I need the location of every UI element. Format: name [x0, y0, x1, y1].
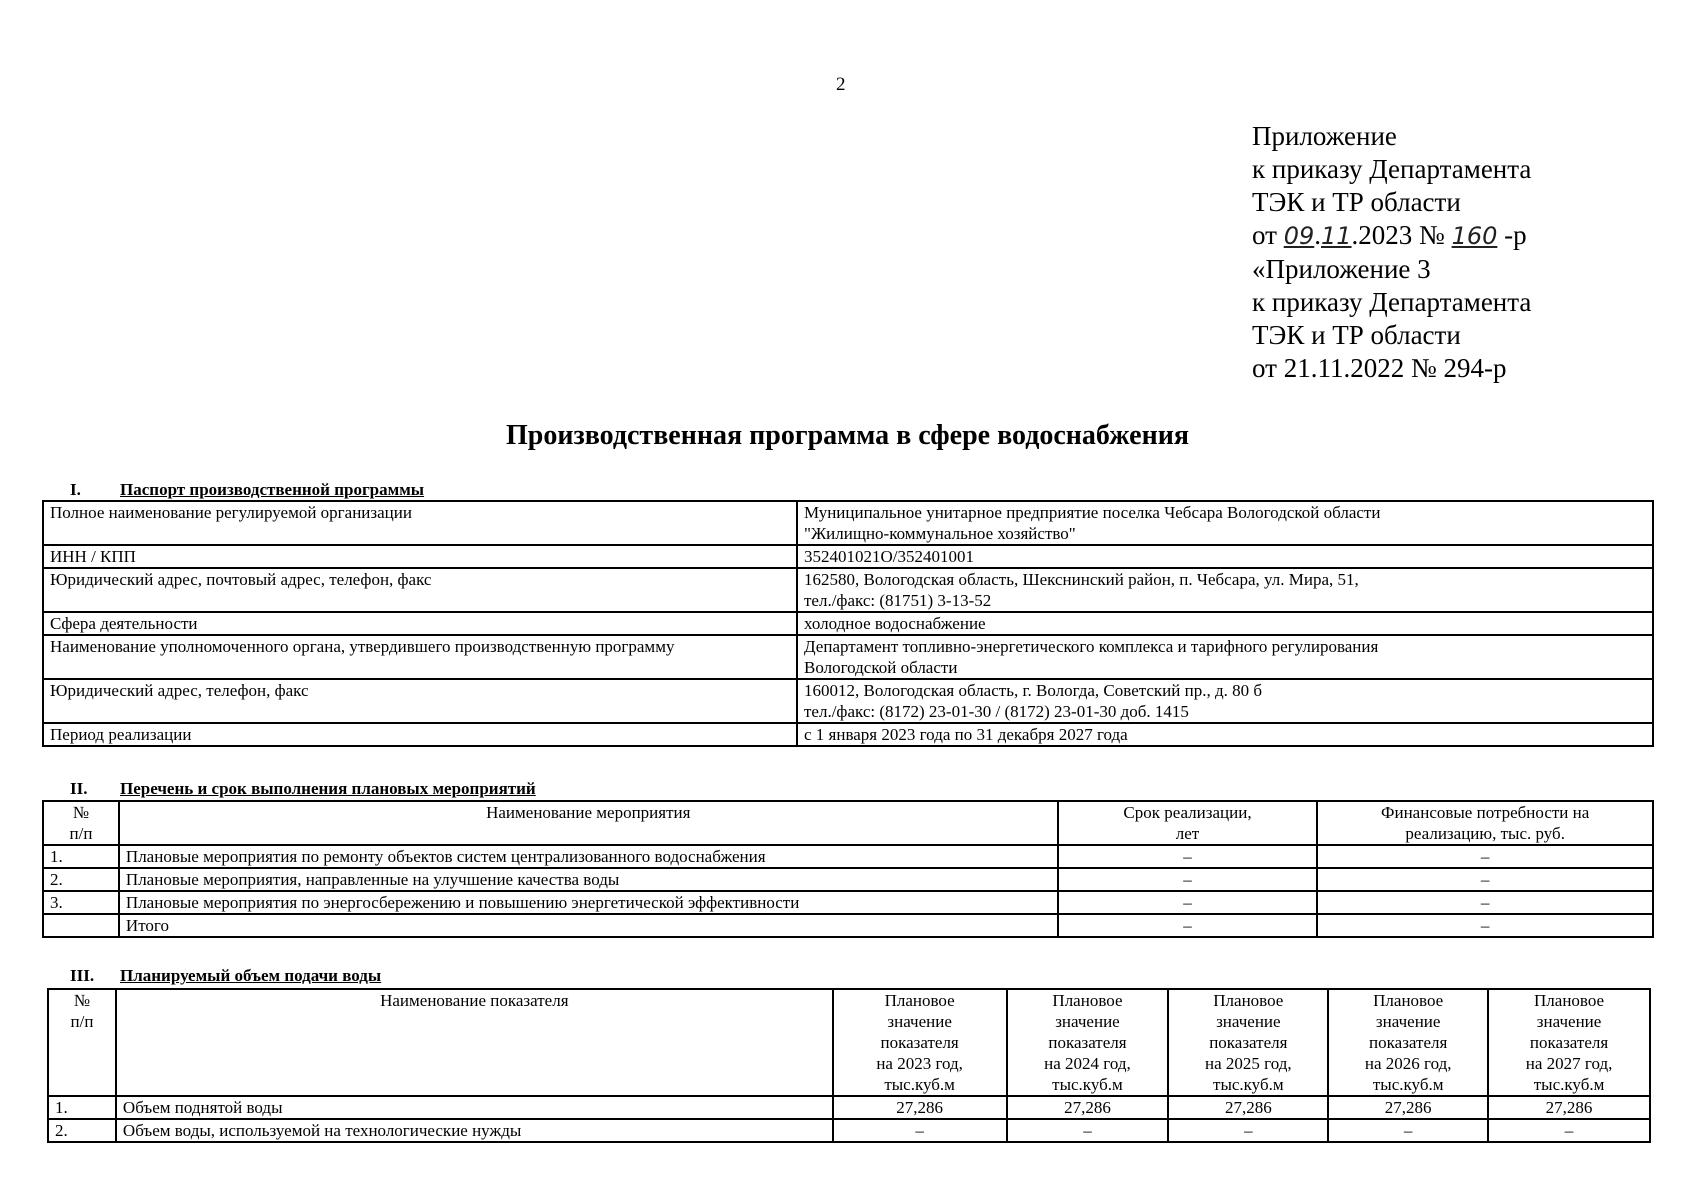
row-number: 2. [48, 1119, 116, 1142]
cell-line: Муниципальное унитарное предприятие поселка Чебсара Вологодской области [804, 503, 1381, 522]
cell-line: тыс.куб.м [1213, 1075, 1284, 1094]
appendix-line: ТЭК и ТР области [1252, 187, 1461, 217]
indicator-value: 27,286 [833, 1096, 1007, 1119]
cell-line: Плановое [1373, 991, 1444, 1010]
activity-term: – [1058, 845, 1318, 868]
indicator-value: 27,286 [1328, 1096, 1488, 1119]
cell-line: на 2027 год, [1525, 1054, 1613, 1073]
cell-line: Плановое [1213, 991, 1284, 1010]
order-prefix: от [1252, 220, 1284, 250]
passport-label: Юридический адрес, телефон, факс [43, 679, 797, 723]
cell-line: тыс.куб.м [1052, 1075, 1123, 1094]
table-row [48, 1096, 1650, 1119]
passport-value [797, 679, 1653, 723]
indicator-value: 27,286 [1007, 1096, 1169, 1119]
cell-line: тел./факс: (81751) 3-13-52 [804, 591, 992, 610]
order-suffix: -р [1497, 220, 1527, 250]
activity-finance: – [1317, 891, 1653, 914]
appendix-block [1252, 120, 1531, 385]
order-month: 11 [1321, 222, 1352, 250]
table-row [43, 891, 1653, 914]
cell-line: показателя [1529, 1033, 1609, 1052]
document-title: Производственная программа в сфере водоснабжения [505, 420, 1190, 451]
cell-line: 160012, Вологодская область, г. Вологда, Советский пр., д. 80 б [804, 681, 1263, 700]
header-cell: № п/п [43, 801, 119, 845]
passport-label: ИНН / КПП [43, 545, 797, 568]
cell-line: тыс.куб.м [884, 1075, 955, 1094]
cell-line: значение [1375, 1012, 1441, 1031]
table-header-row [48, 989, 1650, 1096]
cell-line: тыс.куб.м [1372, 1075, 1444, 1094]
appendix-line: «Приложение 3 [1252, 254, 1431, 284]
indicator-value: – [1007, 1119, 1169, 1142]
section-number: I. [70, 480, 81, 499]
cell-line: на 2025 год, [1205, 1054, 1292, 1073]
cell-line: Плановое [1052, 991, 1123, 1010]
indicator-value: – [1488, 1119, 1650, 1142]
activity-finance: – [1317, 914, 1653, 937]
cell-line: на 2023 год, [876, 1054, 963, 1073]
table-row [43, 914, 1653, 937]
header-cell: Срок реализации, лет [1058, 801, 1318, 845]
table-row [43, 723, 1653, 746]
cell-line: Вологодской области [804, 658, 958, 677]
section-title: Планируемый объем подачи воды [120, 966, 382, 985]
indicator-value: – [1328, 1119, 1488, 1142]
cell-line: Плановое [884, 991, 955, 1010]
cell-line: показателя [1369, 1033, 1448, 1052]
page-number: 2 [836, 74, 846, 95]
indicator-name: Объем поднятой воды [116, 1096, 833, 1119]
cell-line: значение [1055, 1012, 1120, 1031]
passport-table [42, 500, 1654, 747]
passport-label: Наименование уполномоченного органа, утвердившего производственную программу [43, 635, 797, 679]
passport-value [797, 723, 1653, 746]
cell-line: тыс.куб.м [1533, 1075, 1605, 1094]
section-title: Перечень и срок выполнения плановых мероприятий [120, 779, 536, 798]
indicator-value: – [833, 1119, 1007, 1142]
order-year: .2023 № [1351, 220, 1452, 250]
cell-line: тел./факс: (8172) 23-01-30 / (8172) 23-01-30 доб. 1415 [804, 702, 1189, 721]
cell-line: с 1 января 2023 года по 31 декабря 2027 года [804, 725, 1128, 744]
passport-value [797, 568, 1653, 612]
appendix-line: Приложение [1252, 121, 1397, 151]
row-number: 3. [43, 891, 119, 914]
year-header-cell [1007, 989, 1169, 1096]
indicator-value: 27,286 [1488, 1096, 1650, 1119]
appendix-line: к приказу Департамента [1252, 287, 1532, 317]
header-cell: Наименование мероприятия [119, 801, 1058, 845]
activity-name: Плановые мероприятия по энергосбережению и повышению энергетической эффективности [119, 891, 1058, 914]
order-line: от 09.11.2023 № 160 -р [1252, 220, 1527, 250]
header-cell: Финансовые потребности на реализацию, тыс. руб. [1317, 801, 1653, 845]
indicator-value: – [1168, 1119, 1328, 1142]
cell-line: показателя [1209, 1033, 1288, 1052]
cell-line: "Жилищно-коммунальное хозяйство" [804, 524, 1076, 543]
appendix-line: от 21.11.2022 № 294-р [1252, 353, 1507, 383]
passport-value [797, 635, 1653, 679]
appendix-line: ТЭК и ТР области [1252, 320, 1461, 350]
cell-line: п/п [70, 1012, 94, 1031]
cell-line: значение [1216, 1012, 1281, 1031]
water-volume-table [47, 988, 1651, 1143]
cell-line: 162580, Вологодская область, Шекснинский район, п. Чебсара, ул. Мира, 51, [804, 570, 1359, 589]
activity-term: – [1058, 914, 1318, 937]
row-number: 1. [43, 845, 119, 868]
passport-label: Юридический адрес, почтовый адрес, телефон, факс [43, 568, 797, 612]
cell-line: показателя [1048, 1033, 1127, 1052]
year-header-cell [1168, 989, 1328, 1096]
passport-value [797, 612, 1653, 635]
cell-line: холодное водоснабжение [804, 614, 986, 633]
order-number: 160 [1451, 222, 1498, 250]
table-row [43, 635, 1653, 679]
cell-line: 352401021О/352401001 [804, 547, 974, 566]
activities-table [42, 800, 1654, 938]
order-day: 09 [1283, 222, 1315, 250]
table-row [43, 868, 1653, 891]
cell-line: № [73, 991, 91, 1010]
section-heading [70, 966, 381, 986]
passport-label: Сфера деятельности [43, 612, 797, 635]
cell-line: Плановое [1534, 991, 1605, 1010]
year-header-cell [1328, 989, 1488, 1096]
table-header-row [43, 801, 1653, 845]
row-number: 1. [48, 1096, 116, 1119]
header-cell [48, 989, 116, 1096]
cell-line: на 2026 год, [1364, 1054, 1452, 1073]
table-row [43, 612, 1653, 635]
activity-finance: – [1317, 868, 1653, 891]
activity-term: – [1058, 868, 1318, 891]
indicator-value: 27,286 [1168, 1096, 1328, 1119]
passport-label: Период реализации [43, 723, 797, 746]
cell-line: значение [887, 1012, 952, 1031]
section-heading [70, 779, 536, 799]
passport-label: Полное наименование регулируемой организации [43, 501, 797, 545]
table-row [43, 568, 1653, 612]
passport-value [797, 501, 1653, 545]
activity-name: Плановые мероприятия, направленные на улучшение качества воды [119, 868, 1058, 891]
cell-line: показателя [880, 1033, 959, 1052]
table-row [43, 845, 1653, 868]
section-heading [70, 480, 424, 500]
year-header-cell [1488, 989, 1650, 1096]
header-cell: Наименование показателя [116, 989, 833, 1096]
passport-value [797, 545, 1653, 568]
section-number: II. [70, 779, 88, 798]
cell-line: значение [1536, 1012, 1602, 1031]
activity-name: Итого [119, 914, 1058, 937]
activity-term: – [1058, 891, 1318, 914]
cell-line: на 2024 год, [1044, 1054, 1131, 1073]
table-row [48, 1119, 1650, 1142]
table-row [43, 679, 1653, 723]
activity-finance: – [1317, 845, 1653, 868]
activity-name: Плановые мероприятия по ремонту объектов систем централизованного водоснабжения [119, 845, 1058, 868]
table-row [43, 545, 1653, 568]
row-number [43, 914, 119, 937]
year-header-cell [833, 989, 1007, 1096]
section-number: III. [70, 966, 95, 985]
row-number: 2. [43, 868, 119, 891]
appendix-line: к приказу Департамента [1252, 154, 1532, 184]
indicator-name: Объем воды, используемой на технологические нужды [116, 1119, 833, 1142]
cell-line: Департамент топливно-энергетического комплекса и тарифного регулирования [804, 637, 1379, 656]
table-row [43, 501, 1653, 545]
section-title: Паспорт производственной программы [120, 480, 425, 499]
